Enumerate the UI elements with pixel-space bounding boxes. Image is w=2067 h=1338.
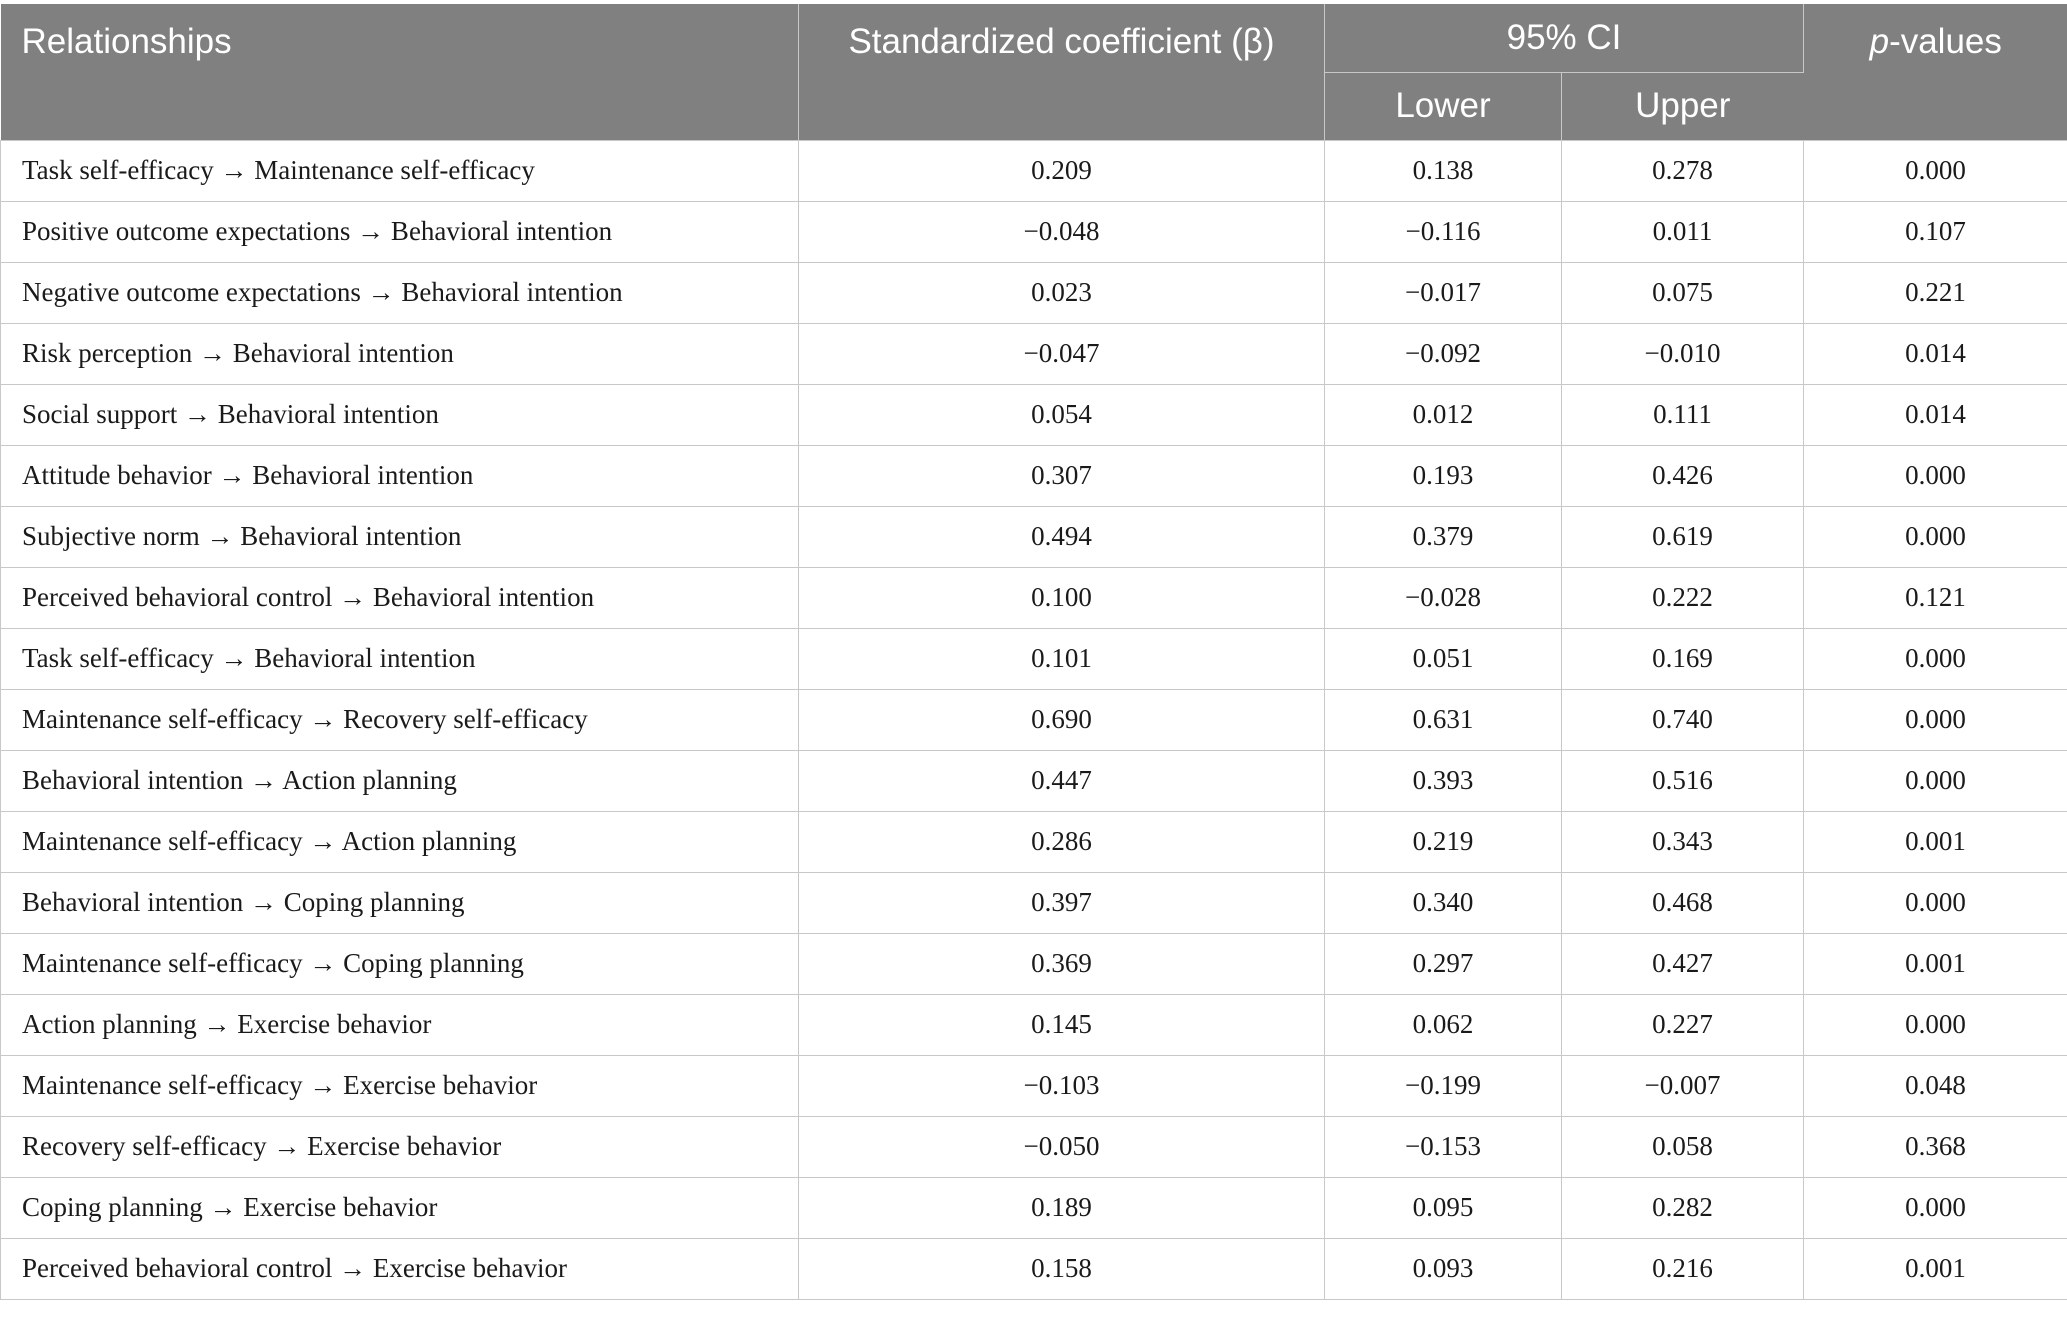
header-ci-upper: Upper [1562,72,1804,140]
header-p-values [1804,4,2067,140]
beta-cell: 0.145 [799,994,1325,1055]
beta-cell: −0.050 [799,1116,1325,1177]
relationship-cell: Negative outcome expectations → Behavioral intention [1,262,799,323]
ci-lower-cell: 0.138 [1325,140,1562,201]
beta-cell: 0.369 [799,933,1325,994]
relationship-cell: Positive outcome expectations → Behavioral intention [1,201,799,262]
p-value-cell: 0.000 [1804,994,2067,1055]
p-value-cell: 0.000 [1804,140,2067,201]
header-p-italic: p [1869,22,1890,61]
p-value-cell: 0.221 [1804,262,2067,323]
ci-upper-cell: 0.427 [1562,933,1804,994]
table-row [1,445,2067,506]
ci-upper-cell: 0.227 [1562,994,1804,1055]
p-value-cell: 0.121 [1804,567,2067,628]
p-value-cell: 0.001 [1804,933,2067,994]
p-value-cell: 0.000 [1804,445,2067,506]
results-table-container [0,4,2067,1300]
beta-cell: 0.158 [799,1238,1325,1299]
relationship-cell: Maintenance self-efficacy → Coping planning [1,933,799,994]
ci-lower-cell: 0.062 [1325,994,1562,1055]
ci-lower-cell: −0.153 [1325,1116,1562,1177]
p-value-cell: 0.000 [1804,1177,2067,1238]
p-value-cell: 0.107 [1804,201,2067,262]
p-value-cell: 0.014 [1804,384,2067,445]
relationship-cell: Maintenance self-efficacy → Recovery self-efficacy [1,689,799,750]
ci-upper-cell: 0.468 [1562,872,1804,933]
table-row [1,140,2067,201]
beta-cell: −0.103 [799,1055,1325,1116]
relationship-cell: Subjective norm → Behavioral intention [1,506,799,567]
beta-cell: 0.209 [799,140,1325,201]
ci-upper-cell: 0.169 [1562,628,1804,689]
p-value-cell: 0.000 [1804,750,2067,811]
ci-lower-cell: 0.631 [1325,689,1562,750]
beta-cell: −0.047 [799,323,1325,384]
ci-upper-cell: 0.282 [1562,1177,1804,1238]
ci-upper-cell: 0.111 [1562,384,1804,445]
table-row [1,628,2067,689]
table-row [1,506,2067,567]
table-row [1,1177,2067,1238]
ci-lower-cell: −0.017 [1325,262,1562,323]
ci-lower-cell: 0.193 [1325,445,1562,506]
beta-cell: 0.307 [799,445,1325,506]
p-value-cell: 0.048 [1804,1055,2067,1116]
beta-cell: 0.397 [799,872,1325,933]
relationship-cell: Action planning → Exercise behavior [1,994,799,1055]
relationship-cell: Coping planning → Exercise behavior [1,1177,799,1238]
table-row [1,933,2067,994]
beta-cell: 0.690 [799,689,1325,750]
relationship-cell: Risk perception → Behavioral intention [1,323,799,384]
ci-upper-cell: 0.426 [1562,445,1804,506]
header-standardized-coefficient: Standardized coefficient (β) [799,4,1325,140]
table-row [1,323,2067,384]
relationship-cell: Recovery self-efficacy → Exercise behavior [1,1116,799,1177]
ci-lower-cell: 0.012 [1325,384,1562,445]
p-value-cell: 0.014 [1804,323,2067,384]
ci-lower-cell: 0.093 [1325,1238,1562,1299]
p-value-cell: 0.000 [1804,872,2067,933]
header-p-suffix: -values [1889,22,2002,61]
header-95-ci: 95% CI [1325,4,1804,72]
table-row [1,567,2067,628]
beta-cell: 0.023 [799,262,1325,323]
ci-lower-cell: 0.393 [1325,750,1562,811]
ci-upper-cell: 0.075 [1562,262,1804,323]
relationship-cell: Behavioral intention → Action planning [1,750,799,811]
p-value-cell: 0.368 [1804,1116,2067,1177]
beta-cell: 0.101 [799,628,1325,689]
path-coefficients-table [0,4,2067,1300]
relationship-cell: Social support → Behavioral intention [1,384,799,445]
table-row [1,1238,2067,1299]
ci-upper-cell: 0.278 [1562,140,1804,201]
table-row [1,689,2067,750]
beta-cell: 0.054 [799,384,1325,445]
relationship-cell: Perceived behavioral control → Behavioral intention [1,567,799,628]
beta-cell: −0.048 [799,201,1325,262]
table-row [1,384,2067,445]
ci-lower-cell: 0.051 [1325,628,1562,689]
relationship-cell: Behavioral intention → Coping planning [1,872,799,933]
ci-upper-cell: 0.740 [1562,689,1804,750]
ci-upper-cell: 0.011 [1562,201,1804,262]
table-row [1,262,2067,323]
p-value-cell: 0.001 [1804,811,2067,872]
beta-cell: 0.447 [799,750,1325,811]
p-value-cell: 0.000 [1804,506,2067,567]
relationship-cell: Maintenance self-efficacy → Exercise behavior [1,1055,799,1116]
ci-upper-cell: −0.010 [1562,323,1804,384]
table-row [1,201,2067,262]
relationship-cell: Maintenance self-efficacy → Action planning [1,811,799,872]
p-value-cell: 0.000 [1804,628,2067,689]
ci-lower-cell: −0.199 [1325,1055,1562,1116]
p-value-cell: 0.000 [1804,689,2067,750]
ci-upper-cell: −0.007 [1562,1055,1804,1116]
p-value-cell: 0.001 [1804,1238,2067,1299]
table-header [1,4,2067,140]
ci-upper-cell: 0.516 [1562,750,1804,811]
relationship-cell: Perceived behavioral control → Exercise behavior [1,1238,799,1299]
ci-upper-cell: 0.222 [1562,567,1804,628]
ci-upper-cell: 0.619 [1562,506,1804,567]
ci-upper-cell: 0.343 [1562,811,1804,872]
header-relationships: Relationships [1,4,799,140]
ci-lower-cell: −0.028 [1325,567,1562,628]
table-row [1,811,2067,872]
table-body [1,140,2067,1299]
table-row [1,750,2067,811]
ci-upper-cell: 0.216 [1562,1238,1804,1299]
ci-upper-cell: 0.058 [1562,1116,1804,1177]
beta-cell: 0.286 [799,811,1325,872]
relationship-cell: Task self-efficacy → Behavioral intention [1,628,799,689]
ci-lower-cell: 0.379 [1325,506,1562,567]
relationship-cell: Task self-efficacy → Maintenance self-efficacy [1,140,799,201]
beta-cell: 0.189 [799,1177,1325,1238]
table-row [1,1116,2067,1177]
ci-lower-cell: −0.116 [1325,201,1562,262]
beta-cell: 0.494 [799,506,1325,567]
ci-lower-cell: 0.095 [1325,1177,1562,1238]
table-row [1,872,2067,933]
ci-lower-cell: 0.219 [1325,811,1562,872]
table-row [1,1055,2067,1116]
header-ci-lower: Lower [1325,72,1562,140]
ci-lower-cell: 0.297 [1325,933,1562,994]
beta-cell: 0.100 [799,567,1325,628]
ci-lower-cell: −0.092 [1325,323,1562,384]
table-row [1,994,2067,1055]
relationship-cell: Attitude behavior → Behavioral intention [1,445,799,506]
ci-lower-cell: 0.340 [1325,872,1562,933]
